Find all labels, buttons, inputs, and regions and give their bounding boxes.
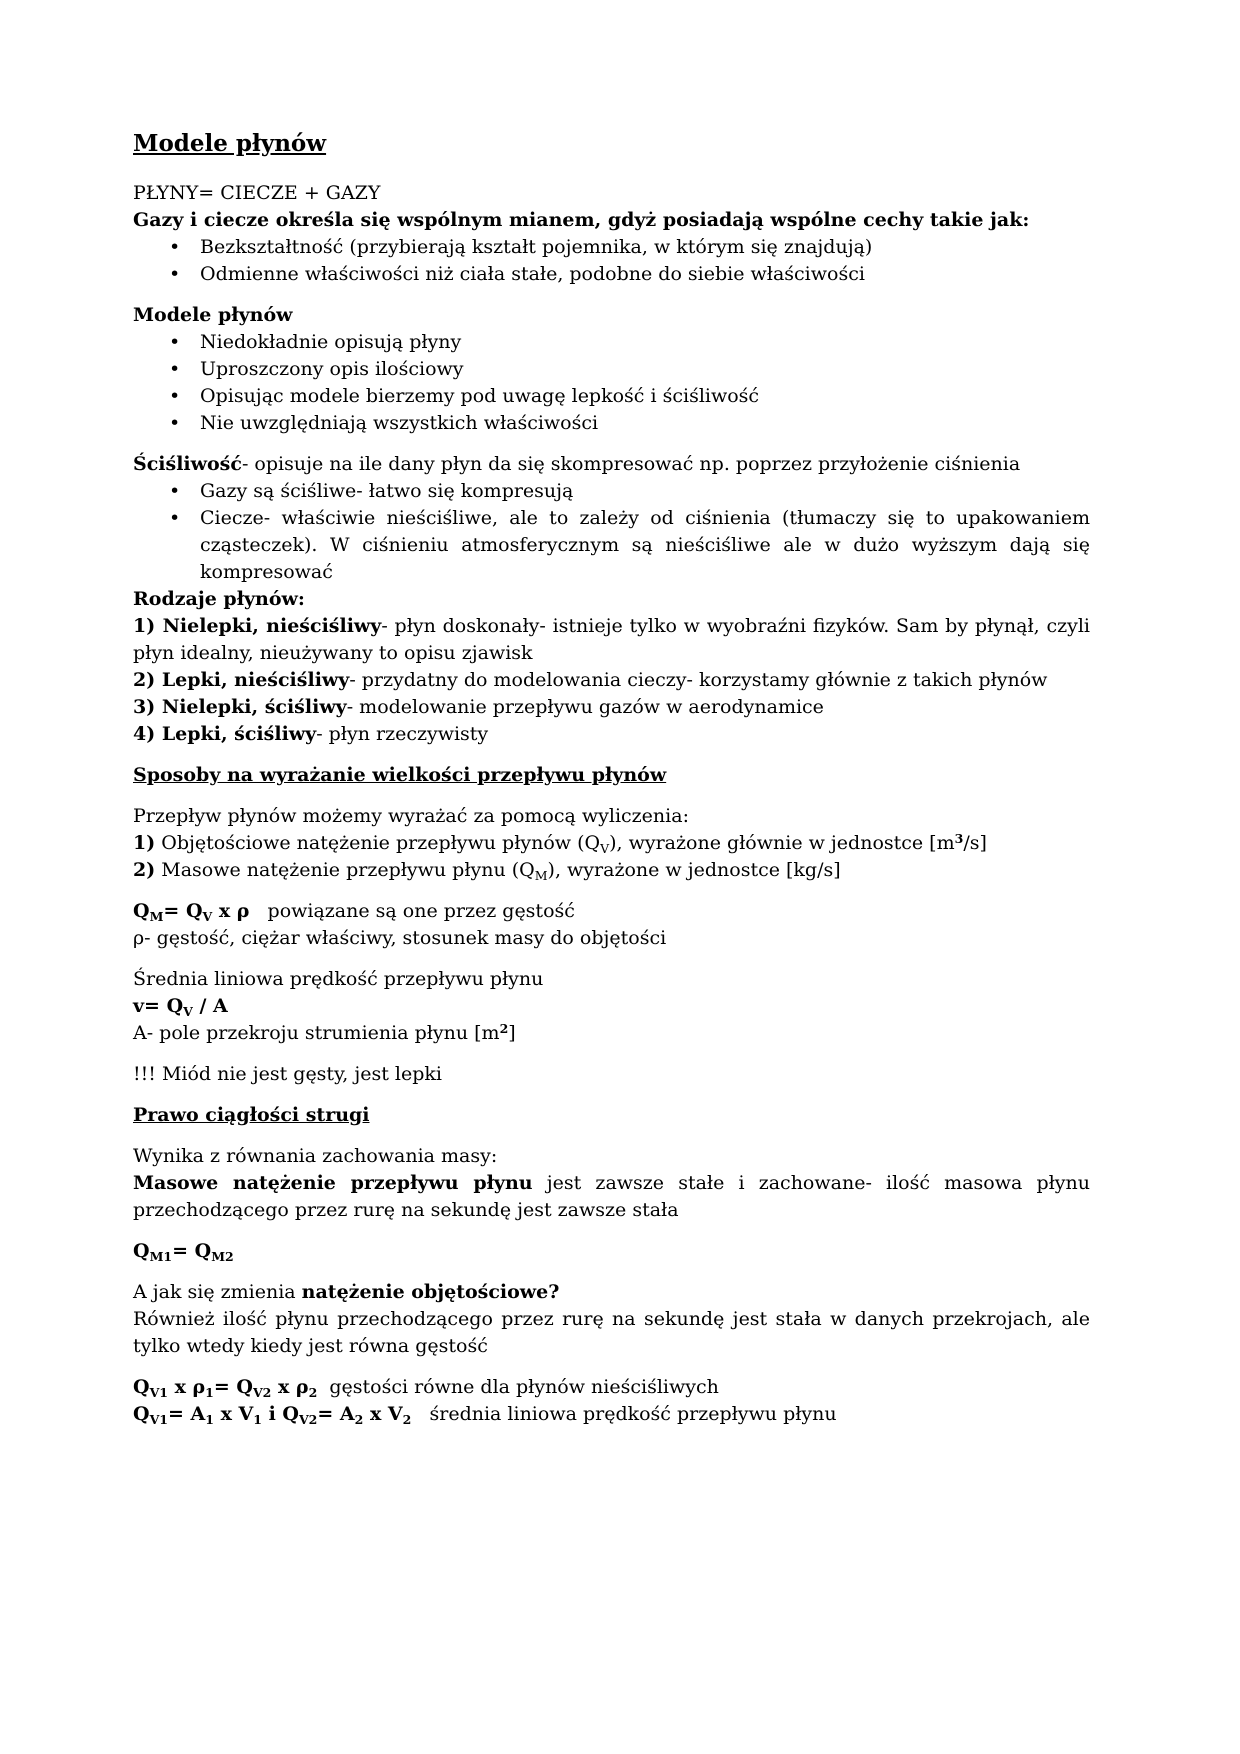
text-segment: - opisuje na ile dany płyn da się skompresować np. poprzez przyłożenie ciśnienia <box>241 453 1021 475</box>
paragraph <box>133 451 1090 478</box>
text-segment: 2 <box>354 1412 364 1427</box>
spacer <box>133 789 1090 803</box>
spacer <box>133 1265 1090 1279</box>
text-segment: 1 <box>253 1412 262 1427</box>
paragraph <box>133 830 1090 857</box>
paragraph <box>133 207 1090 234</box>
paragraph <box>133 721 1090 748</box>
spacer <box>133 1129 1090 1143</box>
text-segment: 2) <box>133 859 156 881</box>
text-content <box>133 832 987 854</box>
paragraph <box>133 694 1090 721</box>
text-segment: x ρ <box>271 1376 309 1398</box>
text-segment: Modele płynów <box>133 304 293 326</box>
text-content <box>133 1403 837 1425</box>
text-segment: Nie uwzględniają wszystkich właściwości <box>200 412 599 434</box>
text-segment: Ściśliwość <box>133 453 242 475</box>
bullet-item <box>133 234 1090 261</box>
text-content <box>133 1063 442 1085</box>
text-segment: = Q <box>213 1376 253 1398</box>
text-segment: A jak się zmienia <box>133 1281 302 1303</box>
text-segment: v= Q <box>133 995 184 1017</box>
text-segment: Wynika z równania zachowania masy: <box>133 1145 498 1167</box>
text-segment: powiązane są one przez gęstość <box>249 900 575 922</box>
text-content <box>133 453 1020 475</box>
spacer <box>133 1360 1090 1374</box>
text-segment: V <box>183 1004 193 1019</box>
spacer <box>133 1047 1090 1061</box>
paragraph <box>133 613 1090 667</box>
spacer <box>133 952 1090 966</box>
text-content <box>200 331 461 353</box>
text-segment: Prawo ciągłości strugi <box>133 1104 370 1126</box>
text-content <box>133 764 666 786</box>
text-segment: ρ- gęstość, ciężar właściwy, stosunek masy do objętości <box>133 927 667 949</box>
text-content <box>133 968 543 990</box>
text-segment: M <box>534 868 548 883</box>
text-segment: Q <box>133 1376 150 1398</box>
paragraph <box>133 857 1090 884</box>
text-content <box>133 1172 1090 1221</box>
text-segment: x V <box>363 1403 403 1425</box>
text-segment: - modelowanie przepływu gazów w aerodynamice <box>346 696 824 718</box>
text-segment: V <box>202 909 213 924</box>
text-content <box>133 900 575 922</box>
text-segment: Gazy są ściśliwe- łatwo się kompresują <box>200 480 574 502</box>
text-segment: Przepływ płynów możemy wyrażać za pomocą wyliczenia: <box>133 805 689 827</box>
paragraph <box>133 1170 1090 1224</box>
text-content <box>200 507 1090 583</box>
text-content <box>133 1104 370 1126</box>
formula-qm1-qm2 <box>133 1238 1090 1265</box>
text-content <box>133 615 1090 664</box>
bullet-icon: • <box>169 507 181 529</box>
paragraph <box>133 1306 1090 1360</box>
text-segment: 2) Lepki, nieściśliwy <box>133 669 350 691</box>
line-plyny-definition <box>133 180 1090 207</box>
spacer <box>133 748 1090 762</box>
bullet-icon: • <box>169 236 181 258</box>
text-content <box>133 1281 559 1303</box>
text-content <box>200 480 573 502</box>
spacer <box>133 288 1090 302</box>
text-content <box>133 995 228 1017</box>
bullet-item <box>133 329 1090 356</box>
paragraph <box>133 667 1090 694</box>
bullet-item <box>133 505 1090 586</box>
text-segment: A- pole przekroju strumienia płynu [m <box>133 1022 500 1044</box>
text-segment: Masowe natężenie przepływu płynu (Q <box>155 859 535 881</box>
text-segment: M1 <box>149 1249 173 1264</box>
paragraph <box>133 586 1090 613</box>
text-content <box>200 263 865 285</box>
text-content <box>133 1376 719 1398</box>
text-content <box>133 131 326 157</box>
text-content <box>133 209 1029 231</box>
text-segment: natężenie objętościowe? <box>301 1281 560 1303</box>
text-segment: i Q <box>261 1403 299 1425</box>
text-segment: gęstości równe dla płynów nieściśliwych <box>317 1376 719 1398</box>
text-content <box>133 859 841 881</box>
text-segment: 1) <box>133 832 156 854</box>
text-segment: x ρ <box>212 900 250 922</box>
text-segment: Odmienne właściwości niż ciała stałe, podobne do siebie właściwości <box>200 263 865 285</box>
text-segment: V2 <box>252 1385 272 1400</box>
text-segment: 3) Nielepki, ściśliwy <box>133 696 347 718</box>
document-content <box>133 128 1090 1428</box>
text-content <box>200 412 598 434</box>
bullet-item <box>133 356 1090 383</box>
text-segment: x V <box>213 1403 254 1425</box>
text-segment: Q <box>133 1403 150 1425</box>
text-segment: Masowe natężenie przepływu płynu <box>133 1172 533 1194</box>
text-content <box>133 723 488 745</box>
bullet-item <box>133 383 1090 410</box>
spacer <box>133 166 1090 180</box>
text-segment: = A <box>317 1403 355 1425</box>
text-segment: Modele płynów <box>133 130 327 157</box>
text-segment: Gazy i ciecze określa się wspólnym mianem, gdyż posiadają wspólne cechy takie jak: <box>133 209 1030 231</box>
text-content <box>133 182 380 204</box>
text-segment: Niedokładnie opisują płyny <box>200 331 462 353</box>
text-segment: Rodzaje płynów: <box>133 588 305 610</box>
paragraph <box>133 1020 1090 1047</box>
text-segment: ), wyrażone głównie w jednostce [m <box>609 832 955 854</box>
text-segment: 2 <box>499 1021 509 1036</box>
text-segment: Ciecze- właściwie nieściśliwe, ale to zależy od ciśnienia (tłumaczy się to upakowaniem cząsteczek). W ciśnieniu atmosferycznym są nieściśliwe ale w dużo wyższym dają się kompresować <box>200 507 1090 583</box>
text-segment: Również ilość płynu przechodzącego przez rurę na sekundę jest stała w danych przekrojach, ale tylko wtedy kiedy jest równa gęstość <box>133 1308 1090 1357</box>
text-segment: Bezkształtność (przybierają kształt pojemnika, w którym się znajdują) <box>200 236 873 258</box>
formula-v <box>133 993 1090 1020</box>
page-title <box>133 128 1090 160</box>
text-content <box>133 927 666 949</box>
spacer <box>133 437 1090 451</box>
section-heading-sposoby <box>133 762 1090 789</box>
text-segment: - płyn doskonały- istnieje tylko w wyobraźni fizyków. Sam by płynął, czyli płyn idealny, nieużywany to opisu zjawisk <box>133 615 1090 664</box>
bullet-icon: • <box>169 385 181 407</box>
formula-qm <box>133 898 1090 925</box>
text-content <box>133 588 305 610</box>
text-segment: x ρ <box>167 1376 206 1398</box>
text-segment: Objętościowe natężenie przepływu płynów (Q <box>155 832 601 854</box>
paragraph <box>133 1279 1090 1306</box>
text-segment: Uproszczony opis ilościowy <box>200 358 464 380</box>
spacer <box>133 1088 1090 1102</box>
text-segment: V2 <box>298 1412 318 1427</box>
bullet-item <box>133 410 1090 437</box>
text-segment: - płyn rzeczywisty <box>316 723 489 745</box>
text-segment: Q <box>133 900 150 922</box>
text-segment: M <box>149 909 164 924</box>
formula-qv-rho <box>133 1374 1090 1401</box>
text-segment: średnia liniowa prędkość przepływu płynu <box>411 1403 837 1425</box>
text-segment: ), wyrażone w jednostce [kg/s] <box>547 859 841 881</box>
text-segment: /s] <box>963 832 987 854</box>
section-heading-modele <box>133 302 1090 329</box>
spacer <box>133 884 1090 898</box>
text-segment: V1 <box>149 1412 168 1427</box>
bullet-icon: • <box>169 480 181 502</box>
text-segment: V <box>600 841 610 856</box>
text-segment: 3 <box>954 831 964 846</box>
paragraph <box>133 1061 1090 1088</box>
paragraph <box>133 966 1090 993</box>
text-segment: = Q <box>172 1240 212 1262</box>
text-segment: PŁYNY= CIECZE + GAZY <box>133 182 381 204</box>
section-heading-prawo <box>133 1102 1090 1129</box>
text-segment: !!! Miód nie jest gęsty, jest lepki <box>133 1063 442 1085</box>
text-segment: M2 <box>211 1249 234 1264</box>
text-segment: / A <box>192 995 228 1017</box>
bullet-item <box>133 261 1090 288</box>
text-segment: 4) Lepki, ściśliwy <box>133 723 317 745</box>
text-segment: 2 <box>308 1385 318 1400</box>
text-segment: V1 <box>149 1385 168 1400</box>
paragraph <box>133 803 1090 830</box>
text-content <box>133 1022 516 1044</box>
bullet-icon: • <box>169 263 181 285</box>
bullet-item <box>133 478 1090 505</box>
text-content <box>200 385 759 407</box>
text-segment: = A <box>167 1403 206 1425</box>
text-segment: - przydatny do modelowania cieczy- korzystamy głównie z takich płynów <box>349 669 1048 691</box>
text-content <box>133 304 292 326</box>
bullet-icon: • <box>169 412 181 434</box>
paragraph <box>133 1143 1090 1170</box>
text-segment: ] <box>508 1022 516 1044</box>
text-segment: 1 <box>205 1412 214 1427</box>
text-content <box>133 1145 497 1167</box>
text-segment: 1 <box>205 1385 214 1400</box>
formula-qv-av <box>133 1401 1090 1428</box>
text-content <box>200 358 464 380</box>
text-content <box>133 1240 234 1262</box>
text-content <box>133 1308 1090 1357</box>
bullet-icon: • <box>169 358 181 380</box>
text-segment: Opisując modele bierzemy pod uwagę lepkość i ściśliwość <box>200 385 760 407</box>
bullet-icon: • <box>169 331 181 353</box>
text-segment: Q <box>133 1240 150 1262</box>
text-segment: 2 <box>402 1412 412 1427</box>
text-segment: jest zawsze stałe i zachowane- ilość masowa płynu przechodzącego przez rurę na sekundę jest zawsze stała <box>133 1172 1090 1221</box>
text-content <box>133 669 1047 691</box>
text-content <box>200 236 872 258</box>
spacer <box>133 1224 1090 1238</box>
text-segment: = Q <box>163 900 203 922</box>
text-segment: Średnia liniowa prędkość przepływu płynu <box>133 968 544 990</box>
text-segment: Sposoby na wyrażanie wielkości przepływu płynów <box>133 764 667 786</box>
text-content <box>133 696 824 718</box>
text-content <box>133 805 689 827</box>
paragraph <box>133 925 1090 952</box>
text-segment: 1) Nielepki, nieściśliwy <box>133 615 382 637</box>
